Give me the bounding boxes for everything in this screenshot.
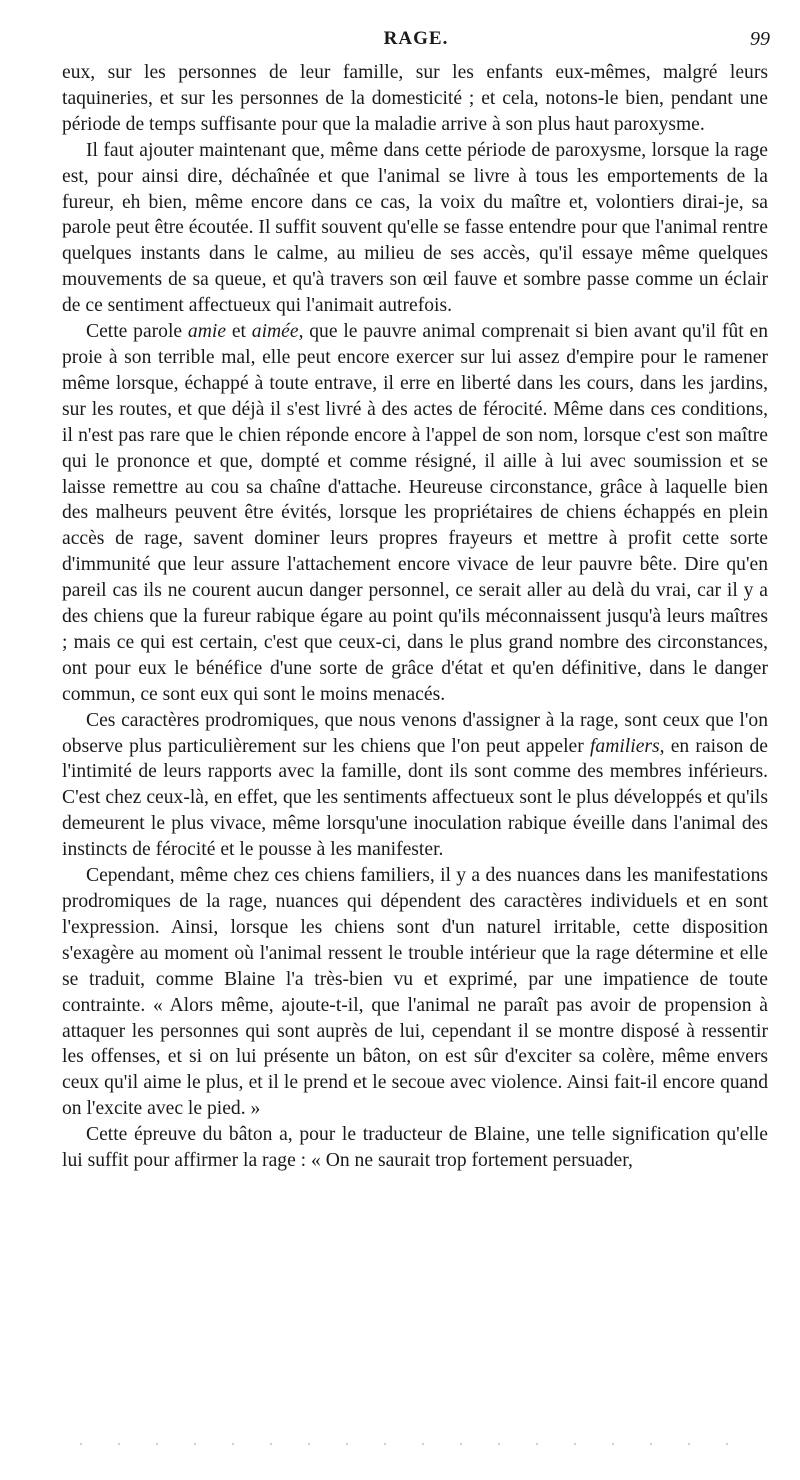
- paragraph-text: , que le pauvre animal comprenait si bien avant qu'il fût en proie à son terrible mal, elle peut encore exercer sur lui assez d'empire pour le ramener même lorsque, échappé à toute entrave, il erre en liberté dans les cours, dans les jardins, sur les routes, et que déjà il s'est livré à des actes de férocité. Même dans ces conditions, il n'est pas rare que le chien réponde encore à l'appel de son nom, lorsque c'est son maître qui le prononce et que, dompté et comme résigné, il aille à lui avec soumission et se laisse remettre au cou sa chaîne d'attache. Heureuse circonstance, grâce à laquelle bien des malheurs peuvent être évités, lorsque les propriétaires de chiens échappés en plein accès de rage, savent dominer leurs propres frayeurs et mettre à profit cette sorte d'immunité que leur assure l'attachement encore vivace de leur pauvre bête. Dire qu'en pareil cas ils ne courent aucun danger personnel, ce serait aller au delà du vrai, car il y a des chiens que la fureur rabique égare au point qu'ils méconnaissent jusqu'à leurs maîtres ; mais ce qui est certain, c'est que ceux-ci, dans le plus grand nombre des circonstances, ont pour eux le bénéfice d'une sorte de grâce d'état et qu'en définitive, dans le danger commun, ce sont eux qui sont le moins menacés.: [62, 321, 768, 705]
- paragraph-text: Cette parole: [86, 321, 188, 343]
- paragraph-text: Cependant, même chez ces chiens familiers, il y a des nuances dans les manifestations prodromiques de la rage, nuances qui dépendent des caractères individuels et en sont l'expression. Ainsi, lorsque les chiens sont d'un naturel irritable, cette disposition s'exagère au moment où l'animal ressent le trouble intérieur que la rage détermine et elle se traduit, comme Blaine l'a très-bien vu et exprimé, par une impatience de toute contrainte. « Alors même, ajoute-t-il, que l'animal ne paraît pas avoir de propension à attaquer les personnes qui sont auprès de lui, cependant il se montre disposé à ressentir les offenses, et si on lui présente un bâton, on est sûr d'exciter sa colère, même envers ceux qu'il aime le plus, et il le prend et le secoue avec violence. Ainsi fait-il encore quand on l'excite avec le pied. »: [62, 865, 768, 1120]
- chapter-title: RAGE.: [383, 28, 449, 49]
- paragraph: [62, 708, 768, 863]
- paragraph-text: et: [226, 321, 252, 343]
- paragraph-text: eux, sur les personnes de leur famille, sur les enfants eux-mêmes, malgré leurs taquineries, et sur les personnes de la domesticité ; et cela, notons-le bien, pendant une période de temps suffisante pour que la maladie arrive à son plus haut paroxysme.: [62, 62, 768, 135]
- paragraph-text: , en raison de l'intimité de leurs rapports avec la famille, dont ils sont comme des membres inférieurs. C'est chez ceux-là, en effet, que les sentiments affectueux sont le plus développés et qu'ils demeurent le plus vivace, même lorsqu'une inoculation rabique éveille dans l'animal des instincts de férocité et le pousse à les manifester.: [62, 735, 768, 861]
- paragraph: [62, 863, 768, 1122]
- running-head: [62, 28, 770, 52]
- bottom-scan-artifacts: [80, 1443, 740, 1445]
- italic-term: aimée: [251, 321, 299, 343]
- italic-term: amie: [187, 321, 227, 343]
- italic-term: familiers: [589, 735, 660, 757]
- paragraph: [62, 319, 768, 708]
- body-text: [62, 60, 768, 1174]
- paragraph: [62, 1122, 768, 1174]
- paragraph: [62, 138, 768, 319]
- paragraph-text: Cette épreuve du bâton a, pour le traducteur de Blaine, une telle signification qu'elle lui suffit pour affirmer la rage : « On ne saurait trop fortement persuader,: [62, 1124, 768, 1172]
- paragraph-text: Ces caractères prodromiques, que nous venons d'assigner à la rage, sont ceux que l'on observe plus particulièrement sur les chiens que l'on peut appeler: [62, 709, 768, 757]
- page-number: 99: [750, 28, 770, 50]
- paragraph: [62, 60, 768, 138]
- paragraph-text: Il faut ajouter maintenant que, même dans cette période de paroxysme, lorsque la rage est, pour ainsi dire, déchaînée et que l'animal se livre à tous les emportements de la fureur, eh bien, même encore dans ce cas, la voix du maître et, volontiers dirai-je, sa parole peut être écoutée. Il suffit souvent qu'elle se fasse entendre pour que l'animal rentre quelques instants dans le calme, au milieu de ses accès, qu'il essaye même quelques mouvements de sa queue, et qu'à travers son œil fauve et sombre passe comme un éclair de ce sentiment affectueux qui l'animait autrefois.: [62, 139, 768, 317]
